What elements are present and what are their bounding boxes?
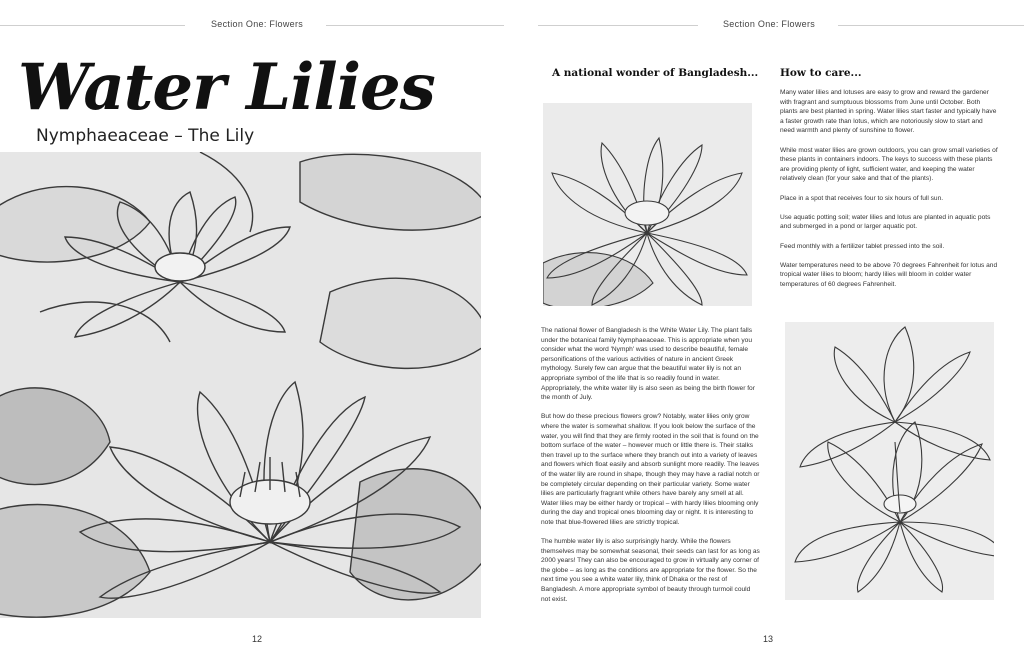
national-paragraph: The national flower of Bangladesh is the White Water Lily. The plant falls under the botanical family Nymphaeaceae. This is appropriate when you consider what the word 'Nymph' was used to describe beautiful, female personifications of the various activities of nature in ancient Greek mythology. Surely few can argue that the beautiful water lily is not an appropriate symbol of the life that is so readily found in water. Appropriately, the white water lily is also seen as being the birth flower for the month of July. bbox=[541, 327, 755, 402]
header-rule-left-b bbox=[326, 25, 504, 26]
national-text-column bbox=[541, 326, 760, 614]
page-number-right: 13 bbox=[763, 634, 774, 644]
water-lily-large-illustration bbox=[0, 152, 481, 618]
care-paragraph: Use aquatic potting soil; water lilies and lotus are planted in aquatic pots and submerged in a pond or larger aquatic pot. bbox=[780, 213, 991, 231]
national-paragraph: But how do these precious flowers grow? Notably, water lilies only grow where the water is somewhat shallow. If you look below the surface of the water, you will find that they are firmly rooted in the soil that is found on the bottom surface of the water – however much or little there is. Their stalks then travel up to the surface where they branch out into a variety of leaves and flowers which float easily and absorb sunlight more readily. The leaves of the water lily are round in shape, though they may have a radial notch or be completely circular depending on their particular variety. Some water lilies are particularly fragrant while others have barely any smell at all. Water lilies may be either hardy or tropical – with hardy lilies blooming only during the day and tropical ones blooming day or night. It is interesting to note that blue-flowered lilies are strictly tropical. bbox=[541, 413, 760, 526]
lotus-illustration bbox=[785, 322, 994, 600]
header-left-text: Section One: Flowers bbox=[211, 19, 304, 29]
page-subtitle: Nymphaeaceae – The Lily bbox=[36, 126, 255, 146]
care-paragraph: While most water lilies are grown outdoors, you can grow small varieties of these plants in containers indoors. The keys to success with these plants are providing plenty of light, sufficient water, and keeping the water relatively clean (for your sake and that of the plants). bbox=[780, 146, 998, 183]
header-rule-right-b bbox=[838, 25, 1024, 26]
care-paragraph: Place in a spot that receives four to six hours of full sun. bbox=[780, 194, 944, 202]
national-paragraph: The humble water lily is also surprisingly hardy. While the flowers themselves may be somewhat seasonal, their seeds can last for as long as 2000 years! They can also be encouraged to grow in virtually any corner of the globe – as long as the conditions are appropriate for the flower. So the next time you see a white water lily, think of Dhaka or the rest of Bangladesh. A more appropriate symbol of beauty through turmoil could not exist. bbox=[541, 538, 760, 603]
page-number-left: 12 bbox=[252, 634, 263, 644]
care-paragraph: Water temperatures need to be above 70 degrees Fahrenheit for lotus and tropical water lilies to bloom; hardy lilies will bloom in colder water temperatures of 60 degrees Fahrenheit. bbox=[780, 261, 998, 288]
national-heading: A national wonder of Bangladesh... bbox=[552, 67, 759, 79]
water-lily-top-illustration bbox=[543, 103, 752, 306]
care-paragraph: Many water lilies and lotuses are easy to grow and reward the gardener with fragrant and sumptuous blossoms from June until October. Both plants are best planted in spring. Water lilies start faster and typically have a faster growth rate than lotus, which are notoriously slow to start and need warmth and plenty of sunshine to flower. bbox=[780, 89, 997, 135]
care-heading: How to care... bbox=[780, 67, 862, 79]
header-rule-left-a bbox=[0, 25, 185, 26]
header-right-text: Section One: Flowers bbox=[723, 19, 816, 29]
care-paragraph: Feed monthly with a fertilizer tablet pressed into the soil. bbox=[780, 242, 945, 250]
care-text-column bbox=[780, 88, 998, 299]
header-rule-right-a bbox=[538, 25, 698, 26]
page-title: Water Lilies bbox=[18, 50, 435, 125]
